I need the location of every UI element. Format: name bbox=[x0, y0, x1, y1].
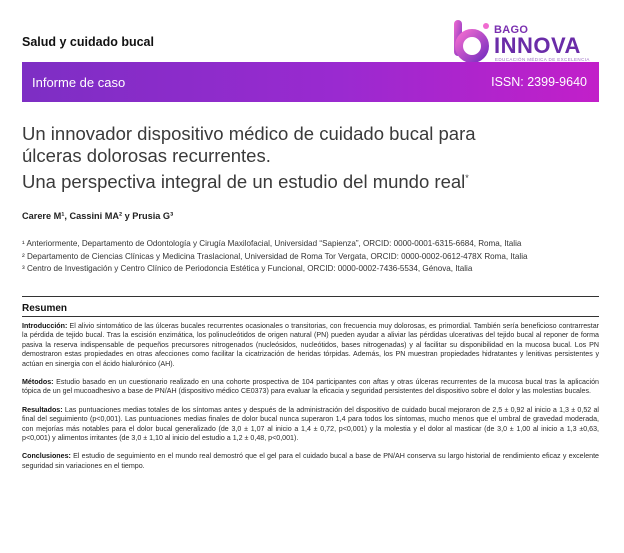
title-line-3-text: Una perspectiva integral de un estudio del mundo real bbox=[22, 171, 466, 193]
methods-text: Estudio basado en un cuestionario realizado en una cohorte prospectiva de 104 participantes con aftas y otras úlceras recurrentes de la mucosa bucal tras la aplicación tópica de un gel mucoadhesivo a base de PN/AH (dispositivo médico CE0373) para evaluar la eficacia y seguridad persistentes del dispositivo sobre el dolor y las molestias bucales. bbox=[22, 378, 599, 396]
affiliation-2: ² Departamento de Ciencias Clínicas y Medicina Traslacional, Universidad de Roma Tor Vergata, ORCID: 0000-0002-0612-478X Roma, Italia bbox=[22, 251, 528, 261]
divider-top bbox=[22, 296, 599, 297]
article-title bbox=[22, 123, 612, 193]
conclusions-label: Conclusiones: bbox=[22, 452, 71, 461]
logo-bago-text: BAGO bbox=[494, 24, 529, 36]
logo-innova-text: INNOVA bbox=[494, 33, 581, 58]
issn: ISSN: 2399-9640 bbox=[491, 75, 587, 89]
abstract-body bbox=[22, 322, 599, 480]
logo-b-icon bbox=[448, 16, 492, 62]
results-text: Las puntuaciones medias totales de los síntomas antes y después de la administración del dispositivo de cuidado bucal mejoraron de 2,5 ± 0,92 al inicio a 1,3 ± 0,52 al final del seguimiento (p<0,001). Las puntuaciones medias finales de dolor bucal nunca superaron 1,4 para todos los síntomas, mucho menos que el umbral de gravedad moderada, con mejorías más notables para el dolor bucal generalizado (de 3,0 ± 1,07 al inicio a 1,4 ± 0,72, p<0,001) y la molestia y el dolor al masticar (de 3,0 ± 1,00 al inicio a 1,3 ±0,63, p<0,001) y alimentos irritantes (de 3,0 ± 1,10 al inicio del estudio a 1,2 ± 0,48, p<0,001). bbox=[22, 405, 599, 443]
page-header bbox=[22, 24, 612, 62]
results-label: Resultados: bbox=[22, 405, 63, 414]
section-label: Salud y cuidado bucal bbox=[22, 35, 154, 49]
divider-bottom bbox=[22, 316, 599, 317]
intro-text: El alivio sintomático de las úlceras bucales recurrentes ocasionales o transitorias, con frecuencia muy dolorosas, es primordial. También sería beneficioso contrarrestar la pérdida de tejido bucal. Tras la escisión enzimática, los polinucleótidos de origen natural (PN) pueden ayudar a aliviar las pérdidas ulcerativas del tejido bucal al reponer de forma pasiva la reserva indispensable de pequeños precursores nitrogenados (nucleósidos, nucleótidos, bases nitrogenadas) y al facilitar su disponibilidad en la mucosa bucal. Los PN demostraron estas propiedades en otras afecciones como facilitar la cicatrización de heridas tórpidas. Además, los PN muestran propiedades hidratantes y lenitivas persistentes y actúan en sinergia con el ácido hialurónico (AH). bbox=[22, 322, 599, 368]
conclusions-paragraph bbox=[22, 452, 599, 471]
title-line-2: úlceras dolorosas recurrentes. bbox=[22, 145, 271, 166]
resumen-heading: Resumen bbox=[22, 303, 68, 314]
title-note-mark: * bbox=[465, 173, 469, 183]
methods-label: Métodos: bbox=[22, 378, 54, 387]
authors: Carere M¹, Cassini MA² y Prusia G³ bbox=[22, 211, 174, 221]
logo-tagline: EDUCACIÓN MÉDICA DE EXCELENCIA bbox=[495, 57, 590, 62]
intro-paragraph bbox=[22, 322, 599, 369]
affiliation-3: ³ Centro de Investigación y Centro Clínico de Periodoncia Estética y Funcional, ORCID: 0000-0002-7436-5534, Génova, Italia bbox=[22, 264, 473, 274]
intro-label: Introducción: bbox=[22, 322, 68, 330]
methods-paragraph bbox=[22, 378, 599, 397]
results-paragraph bbox=[22, 406, 599, 444]
title-line-3 bbox=[22, 167, 612, 193]
conclusions-text: El estudio de seguimiento en el mundo real demostró que el gel para el cuidado bucal a base de PN/AH conserva su largo historial de rendimiento eficaz y excelente seguridad sin variaciones en el tiempo. bbox=[22, 452, 599, 470]
bago-innova-logo bbox=[448, 16, 598, 68]
report-banner bbox=[22, 62, 599, 102]
affiliation-1: ¹ Anteriormente, Departamento de Odontología y Cirugía Maxilofacial, Universidad “Sapienza”, ORCID: 0000-0001-6315-6684, Roma, Italia bbox=[22, 239, 522, 248]
affiliations bbox=[22, 238, 612, 276]
title-line-1: Un innovador dispositivo médico de cuidado bucal para bbox=[22, 123, 476, 144]
report-type: Informe de caso bbox=[32, 75, 126, 90]
